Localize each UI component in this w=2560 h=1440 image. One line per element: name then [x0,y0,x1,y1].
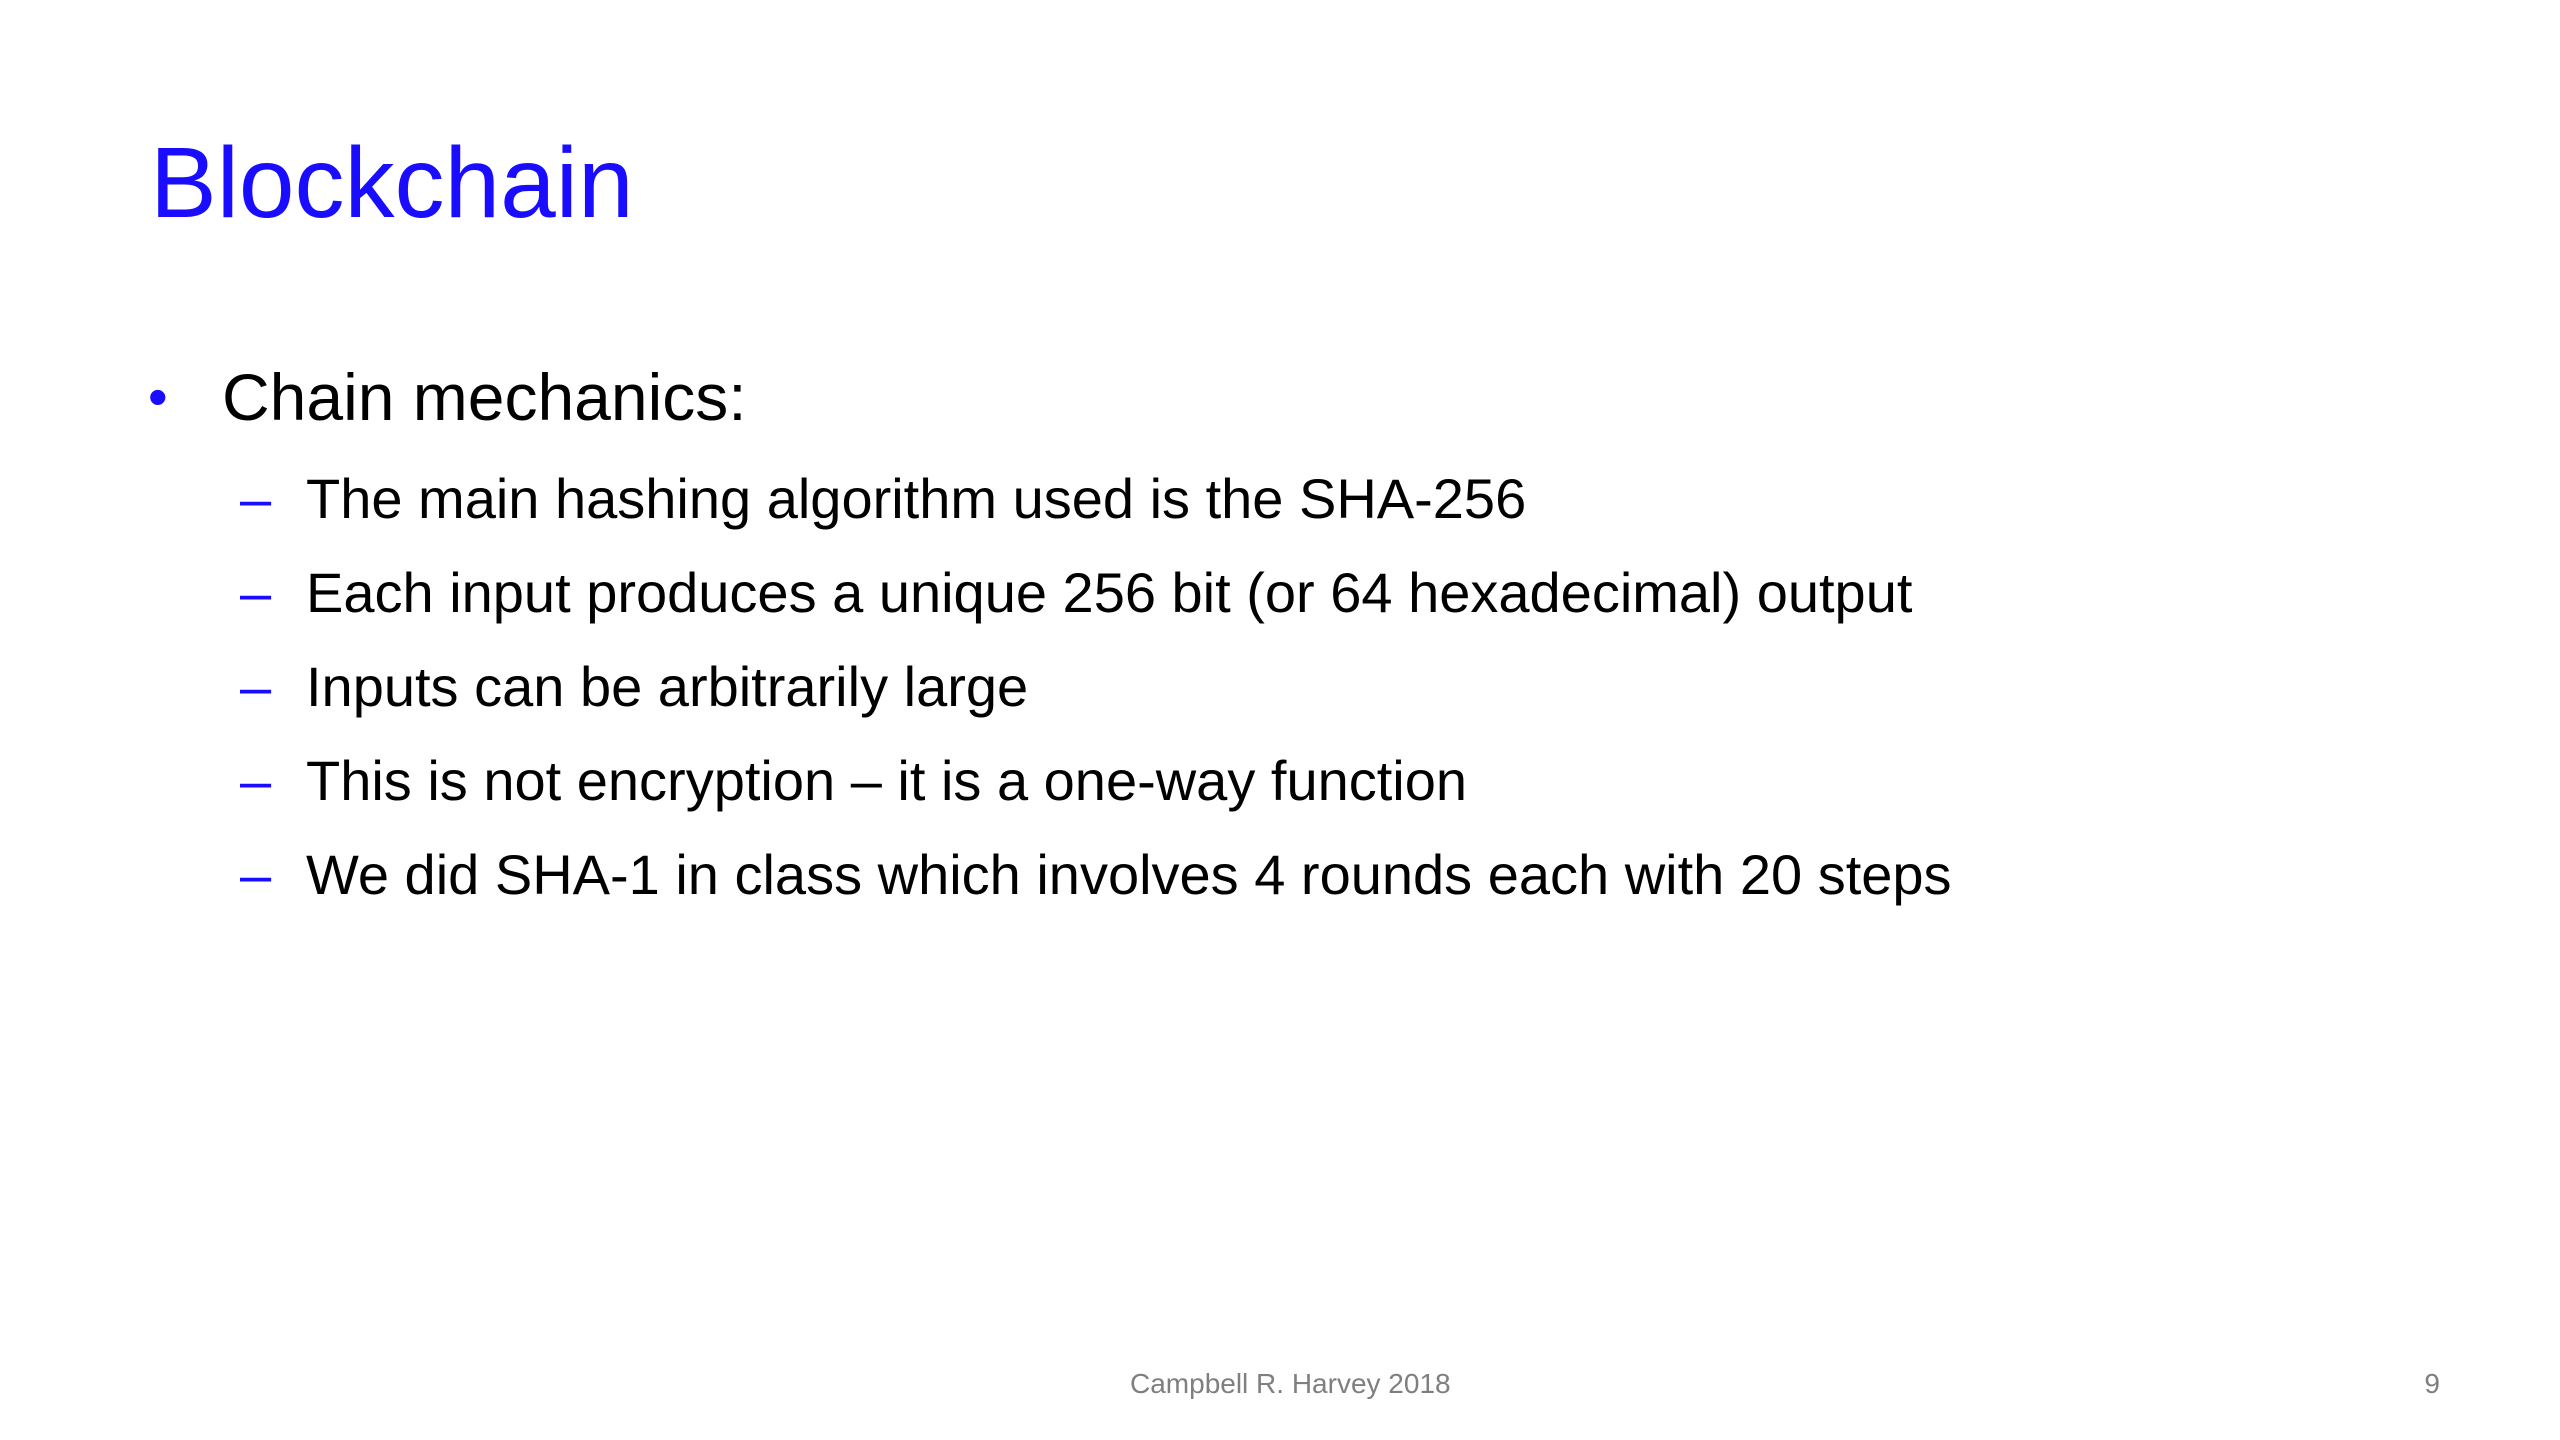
bullet-marker: • [148,365,168,428]
slide-footer: Campbell R. Harvey 2018 [1130,1368,1451,1399]
slide-title: Blockchain [150,127,634,239]
sub-bullet-marker: – [240,843,272,906]
sub-bullet-item [240,551,1912,635]
sub-bullet-item [240,739,1467,823]
sub-bullet-item [240,645,1028,729]
sub-bullet-marker: – [240,561,272,624]
sub-bullet-text: This is not encryption – it is a one-way function [306,749,1468,812]
sub-bullet-marker: – [240,655,272,718]
sub-bullet-item [240,457,1526,541]
sub-bullet-text: We did SHA-1 in class which involves 4 rounds each with 20 steps [306,843,1952,906]
sub-bullet-text: Each input produces a unique 256 bit (or 64 hexadecimal) output [306,561,1913,624]
sub-bullet-text: Inputs can be arbitrarily large [306,655,1029,718]
sub-bullet-item [240,833,1952,917]
bullet-item [148,352,747,442]
sub-bullet-text: The main hashing algorithm used is the SHA-256 [306,467,1527,530]
sub-bullet-marker: – [240,467,272,530]
sub-bullet-marker: – [240,749,272,812]
bullet-text: Chain mechanics: [222,360,747,434]
page-number: 9 [2424,1368,2440,1399]
